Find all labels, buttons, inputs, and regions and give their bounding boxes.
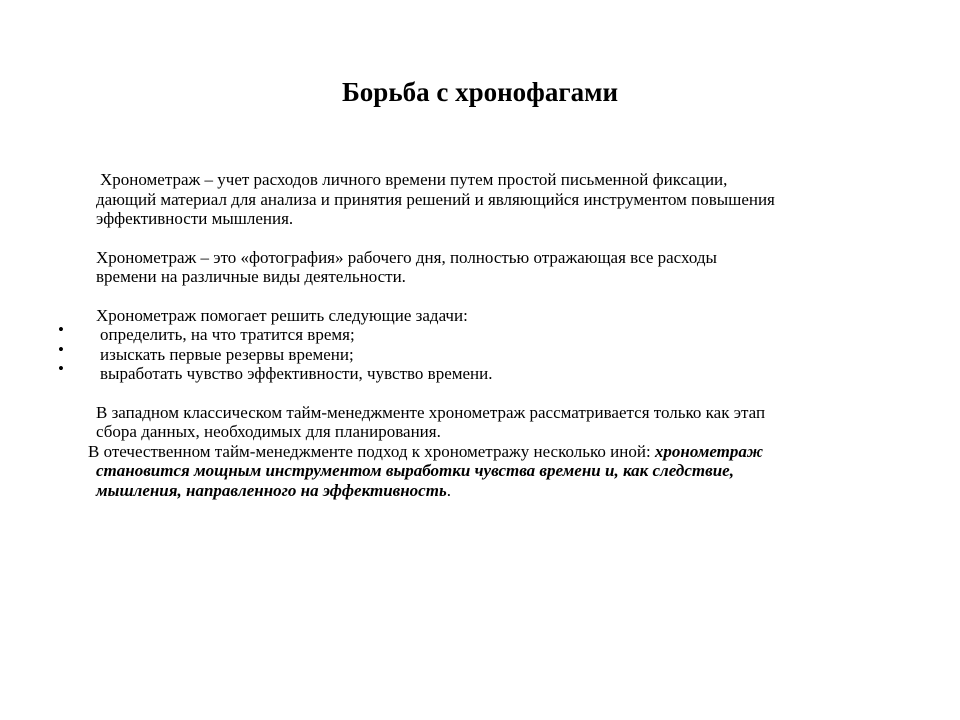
paragraph-western [48, 403, 908, 442]
paragraph-line: времени на различные виды деятельности. [96, 267, 406, 286]
paragraph-line: Хронометраж помогает решить следующие задачи: [96, 305, 468, 325]
paragraph-line: Хронометраж – учет расходов личного времени путем простой письменной фиксации, [100, 170, 728, 189]
paragraph-line: эффективности мышления. [96, 209, 294, 228]
emphasis-text: хронометраж [654, 441, 764, 461]
slide-body [48, 170, 908, 500]
paragraph-line: сбора данных, необходимых для планирования. [96, 422, 441, 441]
paragraph-line [88, 481, 908, 501]
list-item [48, 320, 908, 345]
tasks-list [48, 320, 908, 384]
emphasis-text: становится мощным инструментом выработки чувства времени и, как следствие, [96, 461, 734, 480]
list-item [48, 359, 908, 384]
list-item-text: выработать чувство эффективности, чувство времени. [100, 364, 493, 383]
paragraph-definition [48, 170, 908, 229]
paragraph-tasks-intro [48, 306, 908, 326]
bullet-icon: • [58, 359, 64, 378]
paragraph-line: Хронометраж – это «фотография» рабочего дня, полностью отражающая все расходы [96, 247, 717, 267]
paragraph-photo [48, 248, 908, 287]
list-item [48, 339, 908, 365]
bullet-icon: • [58, 339, 64, 359]
paragraph-tail: . [446, 480, 451, 500]
paragraph-line: дающий материал для анализа и принятия решений и являющийся инструментом повышения [96, 189, 775, 209]
emphasis-text: мышления, направленного на эффективность [96, 480, 447, 500]
paragraph-line: В западном классическом тайм-менеджменте хронометраж рассматривается только как этап [96, 402, 766, 422]
slide-title: Борьба с хронофагами [341, 77, 619, 107]
list-item-text: изыскать первые резервы времени; [100, 344, 354, 364]
paragraph-domestic [48, 442, 908, 501]
bullet-icon: • [58, 320, 64, 339]
paragraph-line: В отечественном тайм-менеджменте подход к хронометражу несколько иной: [88, 441, 655, 461]
list-item-text: определить, на что тратится время; [100, 325, 355, 344]
